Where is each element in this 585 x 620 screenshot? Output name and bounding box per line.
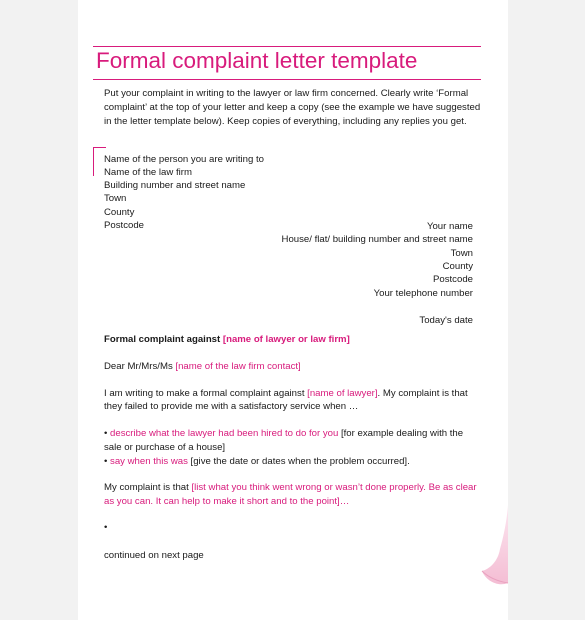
bullet3-marker: •: [104, 522, 108, 533]
sender-telephone: Your telephone number: [373, 288, 473, 299]
sender-town: Town: [450, 248, 473, 259]
intro-line-3: in the letter template below). Keep copies of everything, including any replies you get.: [104, 116, 467, 127]
recipient-street: Building number and street name: [104, 180, 246, 191]
sender-county: County: [442, 261, 473, 272]
para2-text: My complaint is that: [104, 482, 192, 493]
bullet1-line-1: [104, 427, 463, 441]
recipient-name: Name of the person you are writing to: [104, 154, 264, 165]
page-title: Formal complaint letter template: [96, 48, 418, 73]
greeting-line: [104, 360, 301, 374]
title-top-rule: [93, 46, 481, 47]
greeting-placeholder: [name of the law firm contact]: [175, 361, 301, 372]
subject-placeholder: [name of lawyer or law firm]: [222, 334, 350, 345]
intro-line-1: Put your complaint in writing to the lawyer or law firm concerned. Clearly write ‘Formal: [104, 88, 469, 99]
subject-prefix: Formal complaint against: [104, 334, 223, 345]
recipient-town: Town: [104, 193, 127, 204]
sender-address: House/ flat/ building number and street name: [281, 234, 473, 245]
para2-placeholder-1: [list what you think went wrong or wasn’t done properly. Be as clear: [191, 482, 477, 493]
sender-name: Your name: [426, 221, 473, 232]
bullet2-text: [give the date or dates when the problem occurred].: [187, 456, 410, 467]
bullet1-placeholder: describe what the lawyer had been hired to do for you: [110, 428, 339, 439]
para1-text-a: I am writing to make a formal complaint against: [104, 388, 308, 399]
para1-text-b: . My complaint is that: [377, 388, 468, 399]
para1-line-1: [104, 387, 468, 401]
page-curl-decoration: [480, 505, 510, 587]
bullet1-line-2: sale or purchase of a house]: [104, 442, 226, 453]
subject-line: [104, 333, 350, 347]
continued-note: continued on next page: [104, 550, 204, 561]
recipient-county: County: [104, 207, 135, 218]
para2-line-1: [104, 481, 477, 495]
bullet1-text-a: [for example dealing with the: [338, 428, 464, 439]
recipient-postcode: Postcode: [104, 220, 145, 231]
sender-postcode: Postcode: [432, 274, 473, 285]
para2-line-2: as you can. It can help to make it short and to the point]…: [104, 496, 350, 507]
bullet2-placeholder: say when this was: [110, 456, 188, 467]
title-bottom-rule: [93, 79, 481, 80]
recipient-firm: Name of the law firm: [104, 167, 192, 178]
bullet2-marker: •: [104, 456, 108, 467]
para1-placeholder: [name of lawyer]: [307, 388, 378, 399]
bullet1-marker: •: [104, 428, 108, 439]
intro-line-2: complaint’ at the top of your letter and keep a copy (see the example we have suggested: [104, 102, 481, 113]
letter-date: Today's date: [419, 315, 473, 326]
greeting-text: Dear Mr/Mrs/Ms: [104, 361, 176, 372]
para1-line-2: they failed to provide me with a satisfactory service when …: [104, 401, 359, 412]
bullet2-line: [104, 455, 410, 469]
